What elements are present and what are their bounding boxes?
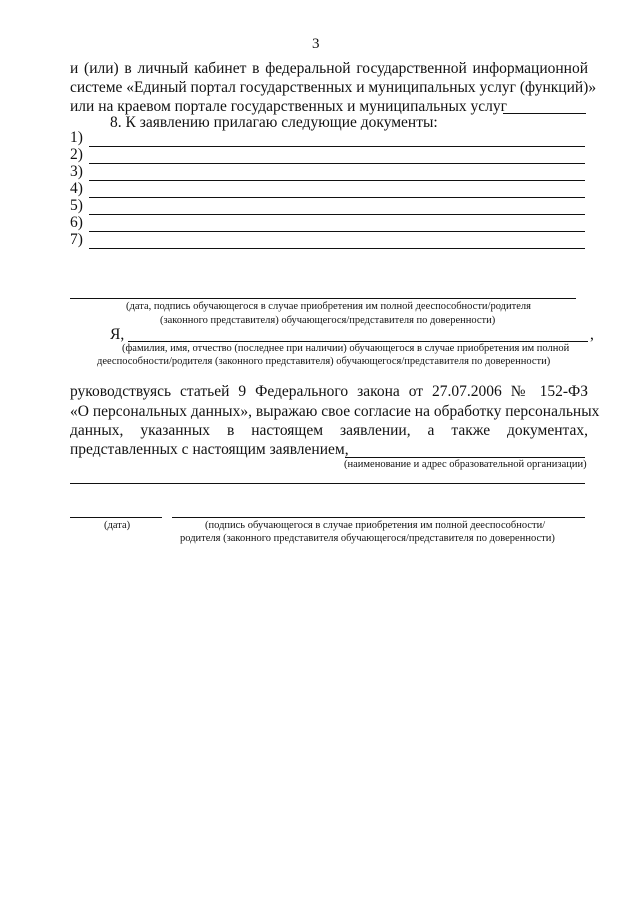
consent-line-4: представленных с настоящим заявлением,: [70, 441, 349, 458]
doc-list-line-4[interactable]: [89, 197, 585, 198]
paragraph-line-1: и (или) в личный кабинет в федеральной государственной информационной: [70, 60, 588, 77]
doc-list-line-3[interactable]: [89, 180, 585, 181]
signature-caption-2-line-1: (подпись обучающегося в случае приобретения им полной дееспособности/: [205, 520, 546, 531]
signature-caption-1-line-1: (дата, подпись обучающегося в случае приобретения им полной дееспособности/родителя: [126, 301, 531, 312]
date-fill-line[interactable]: [70, 517, 162, 518]
consent-line-2: «О персональных данных», выражаю свое согласие на обработку персональных: [70, 403, 600, 420]
item8-heading: 8. К заявлению прилагаю следующие документы:: [110, 114, 438, 131]
portal-fill-line[interactable]: [503, 113, 586, 114]
date-caption: (дата): [104, 520, 131, 531]
paragraph-line-2: системе «Единый портал государственных и муниципальных услуг (функций)»: [70, 79, 597, 96]
doc-list-number-6: 6): [70, 214, 83, 231]
doc-list-number-1: 1): [70, 129, 83, 146]
fio-caption-line-2: дееспособности/родителя (законного представителя) обучающегося/представителя по доверенности): [97, 356, 551, 367]
doc-list-line-2[interactable]: [89, 163, 585, 164]
fio-caption-line-1: (фамилия, имя, отчество (последнее при наличии) обучающегося в случае приобретения им полной: [122, 343, 570, 354]
doc-list-line-6[interactable]: [89, 231, 585, 232]
page-number: 3: [312, 36, 320, 52]
signature-caption-2-line-2: родителя (законного представителя обучающегося/представителя по доверенности): [180, 533, 555, 544]
ya-comma: ,: [590, 326, 594, 343]
doc-list-number-7: 7): [70, 231, 83, 248]
consent-line-1: руководствуясь статьей 9 Федерального закона от 27.07.2006 № 152-ФЗ: [70, 383, 588, 400]
doc-list-number-4: 4): [70, 180, 83, 197]
doc-list-line-7[interactable]: [89, 248, 585, 249]
ya-label: Я,: [110, 326, 125, 343]
doc-list-number-5: 5): [70, 197, 83, 214]
doc-list-number-2: 2): [70, 146, 83, 163]
consent-line-3: данных, указанных в настоящем заявлении, а также документах,: [70, 422, 588, 439]
doc-list-line-1[interactable]: [89, 146, 585, 147]
org-caption: (наименование и адрес образовательной организации): [344, 459, 587, 470]
doc-list-number-3: 3): [70, 163, 83, 180]
paragraph-line-3: или на краевом портале государственных и муниципальных услуг: [70, 98, 507, 115]
org-fill-line-2[interactable]: [70, 483, 585, 484]
fio-fill-line[interactable]: [128, 341, 588, 342]
org-fill-line-1[interactable]: [345, 457, 585, 458]
signature-line-2[interactable]: [172, 517, 585, 518]
signature-line-1[interactable]: [70, 298, 576, 299]
doc-list-line-5[interactable]: [89, 214, 585, 215]
signature-caption-1-line-2: (законного представителя) обучающегося/представителя по доверенности): [160, 315, 496, 326]
